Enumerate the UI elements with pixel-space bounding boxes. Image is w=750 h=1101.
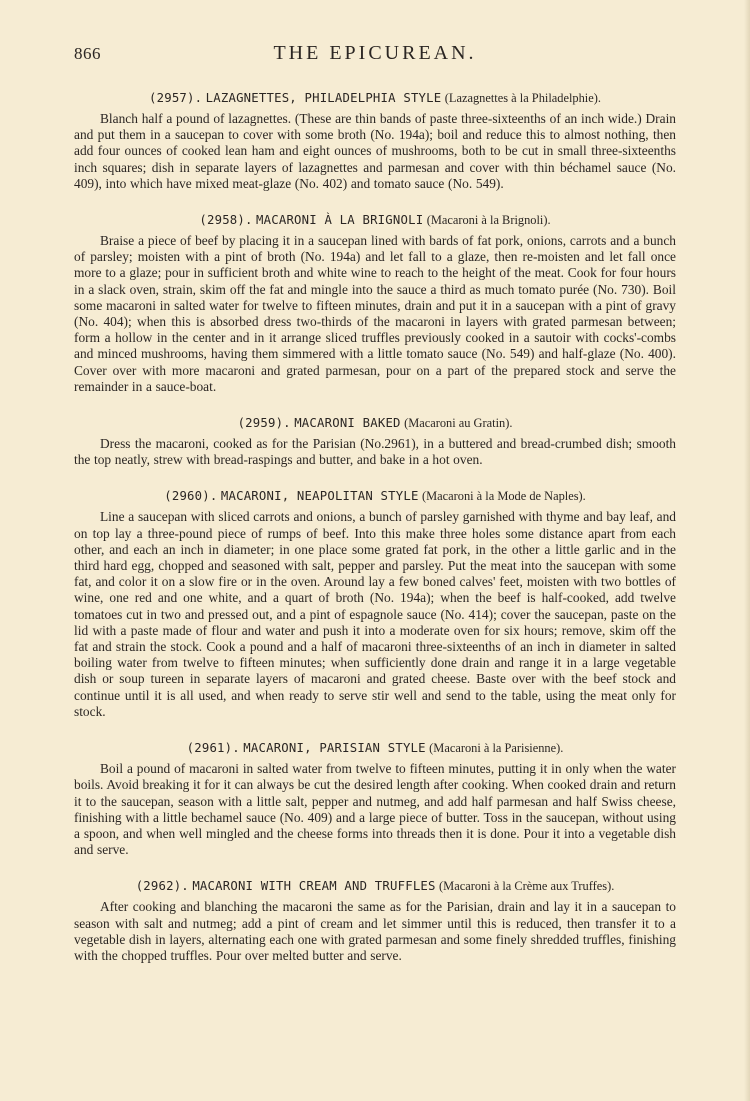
recipe-heading — [74, 740, 676, 756]
recipe-french-title: (Macaroni à la Crème aux Truffes). — [439, 879, 615, 894]
recipe-title: MACARONI, NEAPOLITAN STYLE — [220, 489, 419, 504]
recipe-2961 — [74, 740, 676, 858]
recipe-heading — [74, 488, 676, 504]
recipe-body: Dress the macaroni, cooked as for the Parisian (No.2961), in a buttered and bread-crumbed dish; smooth the top neatly, strew with bread-raspings and butter, and bake in a hot oven. — [74, 436, 676, 468]
recipe-body: Braise a piece of beef by placing it in a saucepan lined with bards of fat pork, onions, carrots and a bunch of parsley; moisten with a pint of broth (No. 194a) and let fall to a glaze, then re-moisten and let fall once more to a glaze; pour in sufficient broth and white wine to reach to the height of the meat. Cook for four hours in a slack oven, strain, skim off the fat and mingle into the sauce a third as much tomato purée (No. 730). Boil some macaroni in salted water for twelve to fifteen minutes, drain and put it in a saucepan with a pint of gravy (No. 404); when this is absorbed dress two-thirds of the macaroni in layers with grated parmesan between; form a hollow in the center and in it arrange sliced truffles previously cooked in a sautoir with cocks'-combs and minced mushrooms, having them simmered with a little tomato sauce (No. 549) and half-glaze (No. 400). Cover over with more macaroni and grated parmesan, pour on a part of the prepared stock and serve the remainder in a sauce-boat. — [74, 233, 676, 394]
recipe-french-title: (Macaroni au Gratin). — [404, 416, 513, 431]
recipe-body: Blanch half a pound of lazagnettes. (These are thin bands of paste three-sixteenths of an inch wide.) Drain and put them in a saucepan to cover with some broth (No. 194a); boil and reduce this to almost nothing, then add four ounces of cooked lean ham and eight ounces of mushrooms, both to be cut in small three-sixteenths inch squares; dish in separate layers of lazagnettes and parmesan and cover with thin béchamel sauce (No. 409), into which have mixed meat-glaze (No. 402) and tomato sauce (No. 549). — [74, 111, 676, 191]
page-edge-shadow — [744, 0, 750, 1101]
recipe-2957 — [74, 90, 676, 192]
recipe-body: Line a saucepan with sliced carrots and onions, a bunch of parsley garnished with thyme and bay leaf, and on top lay a three-pound piece of rumps of beef. Into this make three holes some distance apart from each other, and each an inch in diameter; in one place some grated fat pork, in the other a little garlic and in the third hard egg, chopped and seasoned with salt, pepper and parsley. Put the meat into the saucepan with some fat, and color it on a slow fire or in the oven. Around lay a few boned calves' feet, moisten with two bottles of wine, one red and one white, and a quart of broth (No. 194a); when the beef is half-cooked, add twelve tomatoes cut in two and pressed out, and a pint of espagnole sauce (No. 414); cover the saucepan, paste on the lid with a paste made of flour and water and push it into a moderate oven for six hours; remove, skim off the fat and strain the stock. Cook a pound and a half of macaroni three-sixteenths of an inch in diameter in salted boiling water from twelve to fifteen minutes; when sufficiently done drain and range it in a large vegetable dish or soup tureen in separate layers of macaroni and grated cheese. Baste over with the beef stock and continue until it is all used, and when ready to serve stir well and send to the table, using the meat only for stock. — [74, 509, 676, 719]
recipe-title: LAZAGNETTES, PHILADELPHIA STYLE — [205, 91, 442, 105]
recipe-number: (2958). — [199, 213, 253, 228]
recipe-number: (2959). — [237, 416, 291, 431]
recipe-heading — [74, 90, 676, 106]
recipe-body: Boil a pound of macaroni in salted water from twelve to fifteen minutes, putting it in only when the water boils. Avoid breaking it for it can always be cut the desired length after cooking. When cooked drain and return it to the saucepan, season with a little salt, pepper and nutmeg, and add half parmesan and half Swiss cheese, finishing with a little bechamel sauce (No. 409) and a large piece of butter. Toss in the saucepan, without using a spoon, and when well mingled and the cheese forms into threads then it is done. Pour it into a vegetable dish and serve. — [74, 761, 676, 858]
recipe-body: After cooking and blanching the macaroni the same as for the Parisian, drain and lay it in a saucepan to season with salt and nutmeg; add a pint of cream and let simmer until this is reduced, then transfer it to a vegetable dish in layers, alternating each one with grated parmesan and some finely shredded truffles, finishing with the chopped truffles. Pour over melted butter and serve. — [74, 899, 676, 963]
recipe-french-title: (Macaroni à la Parisienne). — [429, 741, 564, 756]
recipe-title: MACARONI, PARISIAN STYLE — [243, 741, 426, 756]
recipe-2958 — [74, 212, 676, 395]
recipe-number: (2961). — [186, 741, 240, 756]
recipe-heading — [74, 212, 676, 228]
recipe-title: MACARONI BAKED — [294, 416, 401, 431]
recipe-2962 — [74, 878, 676, 964]
page-number: 866 — [74, 44, 101, 63]
recipe-heading — [74, 878, 676, 894]
recipe-heading — [74, 415, 676, 431]
recipe-title: MACARONI À LA BRIGNOLI — [256, 213, 424, 228]
running-head — [74, 44, 676, 66]
recipe-number: (2960). — [164, 489, 218, 504]
recipe-french-title: (Macaroni à la Mode de Naples). — [421, 489, 586, 504]
recipe-title: MACARONI WITH CREAM AND TRUFFLES — [192, 879, 436, 894]
recipe-french-title: (Lazagnettes à la Philadelphie). — [444, 91, 601, 105]
recipe-french-title: (Macaroni à la Brignoli). — [426, 213, 551, 228]
recipe-number: (2962). — [135, 879, 189, 894]
recipe-2959 — [74, 415, 676, 468]
running-title: THE EPICUREAN. — [273, 42, 477, 64]
recipe-number: (2957). — [149, 91, 203, 105]
recipe-2960 — [74, 488, 676, 720]
